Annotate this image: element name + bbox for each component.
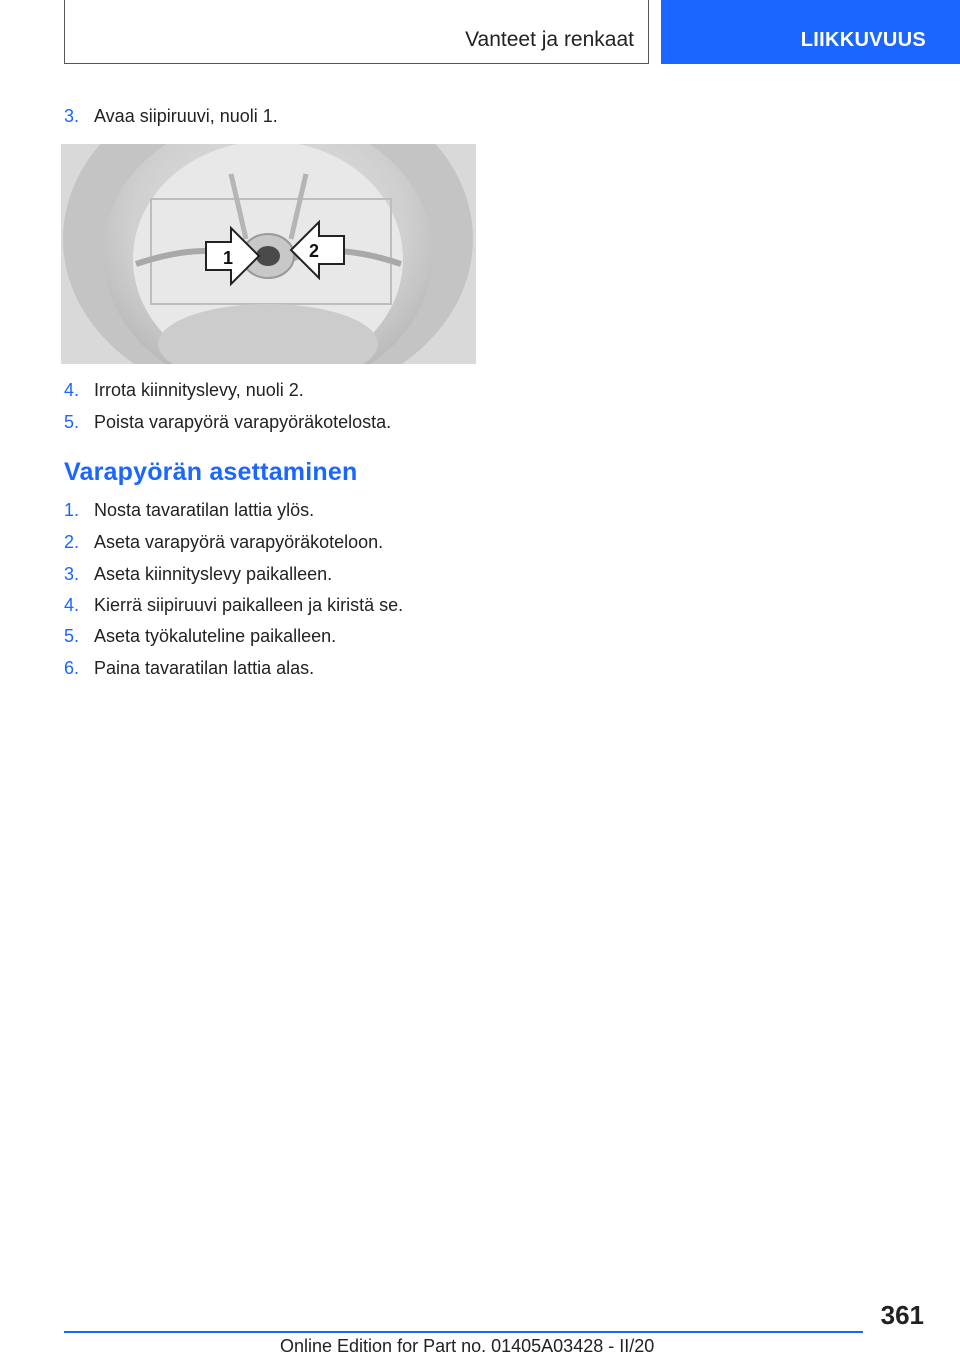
section-label: LIIKKUVUUS bbox=[800, 29, 926, 51]
spare-wheel-illustration bbox=[61, 144, 476, 364]
list-item bbox=[64, 500, 314, 521]
list-item bbox=[64, 595, 403, 616]
section-heading: Varapyörän asettaminen bbox=[64, 458, 358, 486]
step-text: Aseta kiinnityslevy paikalleen. bbox=[94, 564, 333, 584]
list-item bbox=[64, 412, 391, 433]
step-number: 2. bbox=[64, 532, 80, 552]
arrow-2-label: 2 bbox=[309, 241, 320, 261]
step-number: 3. bbox=[64, 106, 80, 126]
step-number: 5. bbox=[64, 412, 80, 432]
list-item bbox=[64, 380, 304, 401]
list-item bbox=[64, 106, 278, 127]
list-item bbox=[64, 658, 314, 679]
header-title-box bbox=[64, 0, 649, 64]
arrow-1-label: 1 bbox=[223, 248, 234, 268]
page-number: 361 bbox=[880, 1300, 924, 1330]
step-number: 4. bbox=[64, 380, 80, 400]
step-number: 1. bbox=[64, 500, 80, 520]
step-number: 4. bbox=[64, 595, 80, 615]
step-text: Aseta työkaluteline paikalleen. bbox=[94, 626, 337, 646]
step-number: 3. bbox=[64, 564, 80, 584]
step-text: Avaa siipiruuvi, nuoli 1. bbox=[94, 106, 278, 126]
section-tab bbox=[661, 0, 960, 64]
footer-divider bbox=[64, 1331, 863, 1333]
step-text: Poista varapyörä varapyöräkotelosta. bbox=[94, 412, 392, 432]
step-text: Irrota kiinnityslevy, nuoli 2. bbox=[94, 380, 304, 400]
spare-wheel-drawing bbox=[61, 144, 476, 364]
step-text: Nosta tavaratilan lattia ylös. bbox=[94, 500, 315, 520]
list-item bbox=[64, 564, 332, 585]
step-number: 6. bbox=[64, 658, 80, 678]
list-item bbox=[64, 532, 383, 553]
step-text: Aseta varapyörä varapyöräkoteloon. bbox=[94, 532, 384, 552]
list-item bbox=[64, 626, 336, 647]
step-number: 5. bbox=[64, 626, 80, 646]
step-text: Paina tavaratilan lattia alas. bbox=[94, 658, 315, 678]
chapter-title: Vanteet ja renkaat bbox=[465, 28, 634, 51]
step-text: Kierrä siipiruuvi paikalleen ja kiristä se. bbox=[94, 595, 404, 615]
edition-text: Online Edition for Part no. 01405A03428 - II/20 bbox=[280, 1336, 655, 1356]
